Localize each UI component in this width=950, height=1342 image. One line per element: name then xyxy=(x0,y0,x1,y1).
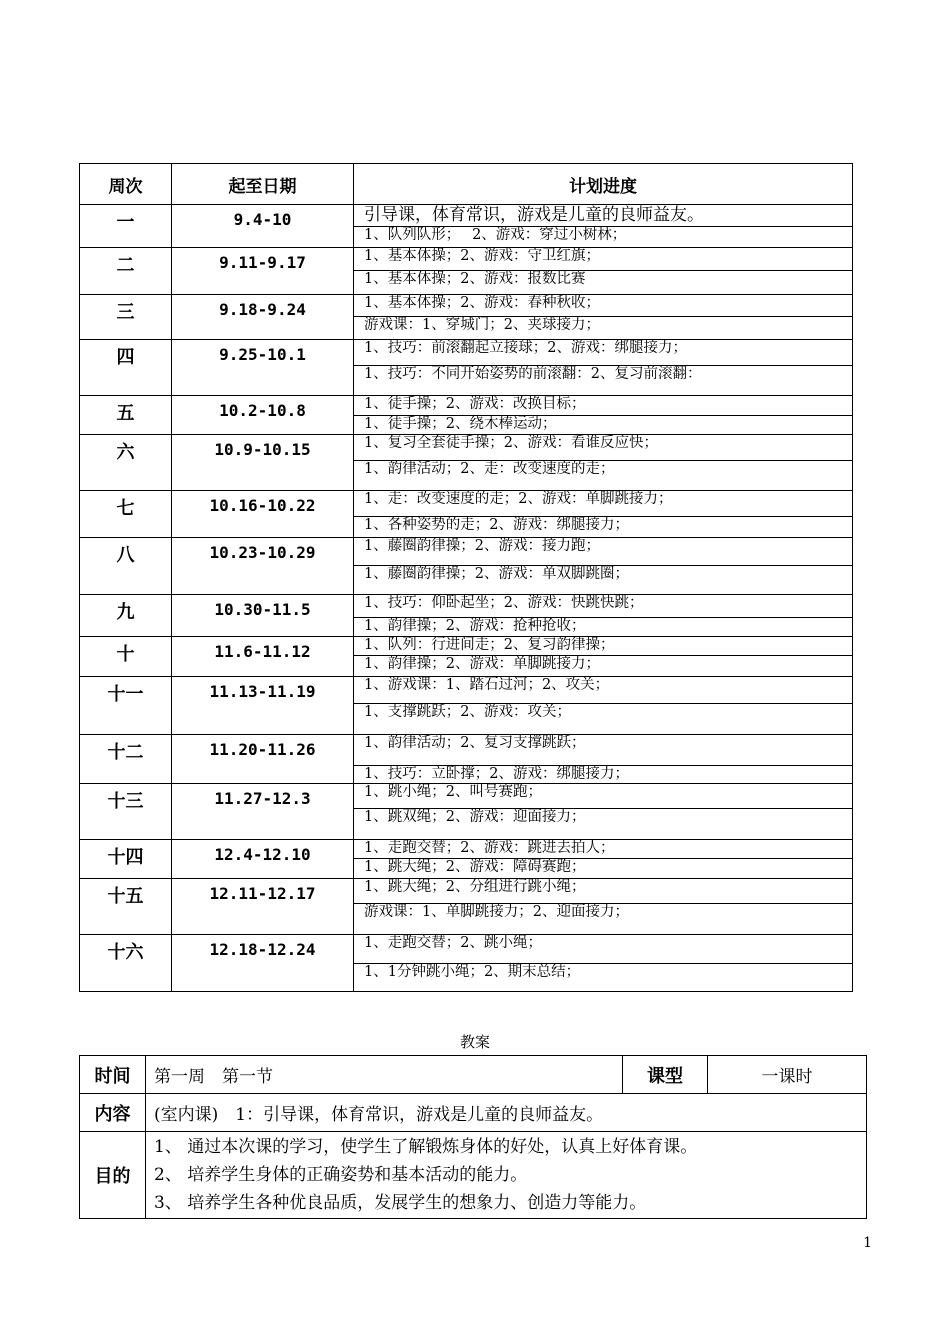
week-row xyxy=(80,435,853,461)
week-row xyxy=(80,935,853,964)
goal-label: 目的 xyxy=(80,1132,146,1219)
week-number: 九 xyxy=(80,595,172,637)
week-dates: 11.13-11.19 xyxy=(172,677,354,735)
week-number: 十 xyxy=(80,637,172,677)
schedule-table xyxy=(79,163,853,992)
week-number: 四 xyxy=(80,340,172,396)
schedule-header-row xyxy=(80,164,853,205)
plan-item: 1、1分钟跳小绳；2、期末总结； xyxy=(354,964,853,992)
week-row xyxy=(80,340,853,366)
week-dates: 11.27-12.3 xyxy=(172,784,354,840)
week-dates: 10.30-11.5 xyxy=(172,595,354,637)
week-number: 三 xyxy=(80,295,172,340)
week-row xyxy=(80,879,853,904)
week-dates: 10.16-10.22 xyxy=(172,491,354,538)
plan-item: 1、藤圈韵律操；2、游戏：接力跑； xyxy=(354,538,853,566)
plan-item: 1、走跑交替；2、游戏：跳进去拍人； xyxy=(354,840,853,859)
plan-item: 1、韵律操；2、游戏：单脚跳接力； xyxy=(354,656,853,677)
week-number: 十三 xyxy=(80,784,172,840)
plan-item: 1、游戏课：1、踏石过河；2、攻关； xyxy=(354,677,853,704)
lesson-plan-table xyxy=(79,1055,867,1219)
goal-item: 1、 通过本次课的学习，使学生了解锻炼身体的好处，认真上好体育课。 xyxy=(154,1137,698,1157)
plan-item: 1、基本体操；2、游戏：春种秋收； xyxy=(354,295,853,317)
week-dates: 12.18-12.24 xyxy=(172,935,354,992)
plan-item: 1、跳双绳；2、游戏：迎面接力； xyxy=(354,809,853,840)
plan-item: 1、跳小绳；2、叫号赛跑； xyxy=(354,784,853,809)
week-dates: 9.4-10 xyxy=(172,205,354,248)
goal-item: 3、 培养学生各种优良品质，发展学生的想象力、创造力等能力。 xyxy=(154,1193,647,1213)
type-label: 课型 xyxy=(623,1056,708,1094)
week-dates: 11.20-11.26 xyxy=(172,735,354,784)
plan-item: 1、韵律操；2、游戏：抢种抢收； xyxy=(354,618,853,637)
time-value: 第一周 第一节 xyxy=(146,1056,623,1094)
week-number: 八 xyxy=(80,538,172,595)
week-number: 十一 xyxy=(80,677,172,735)
plan-item: 1、徒手操；2、绕木棒运动； xyxy=(354,416,853,435)
plan-item: 游戏课：1、穿城门；2、夹球接力； xyxy=(354,317,853,340)
content-label: 内容 xyxy=(80,1094,146,1132)
plan-item: 1、技巧：立卧撑；2、游戏：绑腿接力； xyxy=(354,766,853,784)
week-row xyxy=(80,295,853,317)
plan-item: 1、技巧：仰卧起坐；2、游戏：快跳快跳； xyxy=(354,595,853,618)
plan-item: 1、基本体操；2、游戏：守卫红旗； xyxy=(354,248,853,271)
header-dates: 起至日期 xyxy=(172,164,354,205)
goal-list xyxy=(146,1132,867,1219)
page-number: 1 xyxy=(863,1235,872,1251)
week-row xyxy=(80,840,853,859)
week-number: 十五 xyxy=(80,879,172,935)
week-row xyxy=(80,677,853,704)
week-row xyxy=(80,396,853,416)
week-row xyxy=(80,205,853,227)
plan-item: 1、基本体操；2、游戏：报数比赛 xyxy=(354,271,853,295)
plan-item: 1、支撑跳跃；2、游戏：攻关； xyxy=(354,704,853,735)
week-row xyxy=(80,538,853,566)
week-dates: 9.25-10.1 xyxy=(172,340,354,396)
week-row xyxy=(80,491,853,517)
week-dates: 9.11-9.17 xyxy=(172,248,354,295)
week-row xyxy=(80,595,853,618)
week-row xyxy=(80,248,853,271)
plan-item: 游戏课：1、单脚跳接力；2、迎面接力； xyxy=(354,904,853,935)
week-row xyxy=(80,784,853,809)
type-value: 一课时 xyxy=(708,1056,867,1094)
plan-item: 1、藤圈韵律操；2、游戏：单双脚跳圈； xyxy=(354,566,853,595)
schedule-body xyxy=(80,205,853,992)
lesson-caption: 教案 xyxy=(459,1033,490,1051)
week-number: 二 xyxy=(80,248,172,295)
header-plan: 计划进度 xyxy=(354,164,853,205)
plan-item: 1、复习全套徒手操；2、游戏：看谁反应快； xyxy=(354,435,853,461)
week-number: 七 xyxy=(80,491,172,538)
week-number: 十六 xyxy=(80,935,172,992)
plan-item: 1、技巧：前滚翻起立接球；2、游戏：绑腿接力； xyxy=(354,340,853,366)
header-week: 周次 xyxy=(80,164,172,205)
week-dates: 10.2-10.8 xyxy=(172,396,354,435)
time-label: 时间 xyxy=(80,1056,146,1094)
plan-item: 1、韵律活动；2、走：改变速度的走； xyxy=(354,461,853,491)
week-number: 十二 xyxy=(80,735,172,784)
week-row xyxy=(80,735,853,766)
plan-item: 1、跳大绳；2、游戏：障碍赛跑； xyxy=(354,859,853,879)
plan-item: 1、走：改变速度的走；2、游戏：单脚跳接力； xyxy=(354,491,853,517)
goal-item: 2、 培养学生身体的正确姿势和基本活动的能力。 xyxy=(154,1165,528,1185)
plan-item: 1、韵律活动；2、复习支撑跳跃； xyxy=(354,735,853,766)
plan-item: 1、各种姿势的走；2、游戏：绑腿接力； xyxy=(354,517,853,538)
plan-item: 1、徒手操；2、游戏：改换目标； xyxy=(354,396,853,416)
week-number: 六 xyxy=(80,435,172,491)
content-value: (室内课) 1：引导课，体育常识，游戏是儿童的良师益友。 xyxy=(146,1094,867,1132)
week-row xyxy=(80,637,853,656)
week-dates: 11.6-11.12 xyxy=(172,637,354,677)
plan-item: 1、跳大绳；2、分组进行跳小绳； xyxy=(354,879,853,904)
week-dates: 10.9-10.15 xyxy=(172,435,354,491)
week-dates: 12.4-12.10 xyxy=(172,840,354,879)
week-number: 十四 xyxy=(80,840,172,879)
plan-item: 1、队列：行进间走；2、复习韵律操； xyxy=(354,637,853,656)
week-number: 五 xyxy=(80,396,172,435)
plan-item: 1、技巧：不同开始姿势的前滚翻：2、复习前滚翻： xyxy=(354,366,853,396)
plan-item: 1、队列队形； 2、游戏：穿过小树林； xyxy=(354,227,853,248)
week-dates: 9.18-9.24 xyxy=(172,295,354,340)
week-dates: 10.23-10.29 xyxy=(172,538,354,595)
plan-item: 1、走跑交替；2、跳小绳； xyxy=(354,935,853,964)
week-dates: 12.11-12.17 xyxy=(172,879,354,935)
week-number: 一 xyxy=(80,205,172,248)
plan-item: 引导课，体育常识，游戏是儿童的良师益友。 xyxy=(354,205,853,227)
